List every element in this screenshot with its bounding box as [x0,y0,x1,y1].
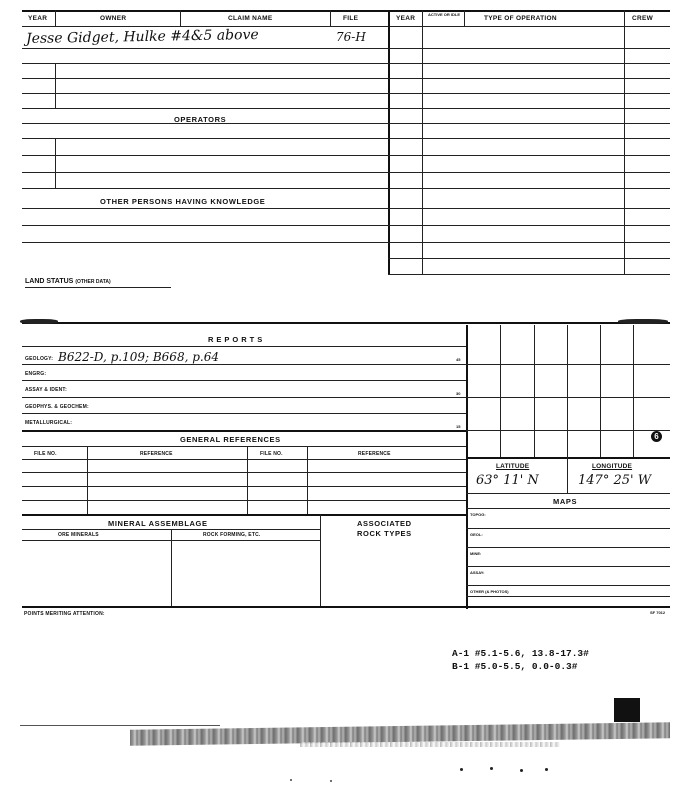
reports-title: REPORTS [208,335,266,344]
land-status-sub: (OTHER DATA) [75,279,111,285]
longitude-value: 147° 25' W [578,473,652,488]
rock-forming-header: ROCK FORMING, ETC. [203,532,261,538]
ref-header-file-no-2: FILE NO. [260,451,283,457]
latitude-label: LATITUDE [496,463,530,470]
general-references-title: GENERAL REFERENCES [180,435,281,444]
header-owner: OWNER [100,15,127,22]
report-label-assay: ASSAY & IDENT: [25,387,67,393]
report-num-metallurgical: 15 [456,424,461,429]
report-label-engrg: ENGRG: [25,371,47,377]
header-type-of-operation: TYPE OF OPERATION [484,15,557,22]
ref-header-reference-1: REFERENCE [140,451,173,457]
report-num-geology: 45 [456,357,461,362]
map-geol: GEOL: [470,532,483,537]
land-status-label: LAND STATUS [25,278,74,285]
assay-note-2: B-1 #5.0-5.5, 0.0-0.3# [452,661,578,672]
header-claim-name: CLAIM NAME [228,15,273,22]
form-number: SF 7012 [650,610,666,615]
operators-label: OPERATORS [174,115,227,124]
header-year-2: YEAR [396,15,416,22]
grid-mark-circle: 6 [651,431,662,442]
header-crew: CREW [632,15,654,22]
report-num-assay: 30 [456,391,461,396]
maps-title: MAPS [553,497,578,506]
header-year: YEAR [28,15,48,22]
other-persons-label: OTHER PERSONS HAVING KNOWLEDGE [100,197,266,206]
report-label-geology: GEOLOGY: [25,356,54,362]
associated-rock-title-1: ASSOCIATED [357,519,412,528]
land-status [25,278,111,285]
map-other: OTHER (& PHOTOS) [470,589,509,594]
ref-header-reference-2: REFERENCE [358,451,391,457]
handwritten-file-entry: 76-H [336,30,366,44]
map-mine: MINE: [470,551,482,556]
ref-header-file-no-1: FILE NO. [34,451,57,457]
header-active-or-idle: ACTIVE OR IDLE [427,12,460,17]
report-entry-geology: B622-D, p.109; B668, p.64 [58,350,219,364]
longitude-label: LONGITUDE [592,463,633,470]
report-label-geophys: GEOPHYS. & GEOCHEM: [25,404,89,410]
assay-note-1: A-1 #5.1-5.6, 13.8-17.3# [452,648,589,659]
map-assay: ASSAY: [470,570,485,575]
associated-rock-title-2: ROCK TYPES [357,529,412,538]
map-topog: TOPOG: [470,512,486,517]
points-meriting-attention-label: POINTS MERITING ATTENTION: [24,611,105,617]
mineral-assemblage-title: MINERAL ASSEMBLAGE [108,519,208,528]
ore-minerals-header: ORE MINERALS [58,532,99,538]
latitude-value: 63° 11' N [476,473,539,488]
handwritten-owner-entry: Jesse Gidget, Hulke #4&5 above [25,26,259,48]
header-file: FILE [343,15,359,22]
report-label-metallurgical: METALLURGICAL: [25,420,73,426]
